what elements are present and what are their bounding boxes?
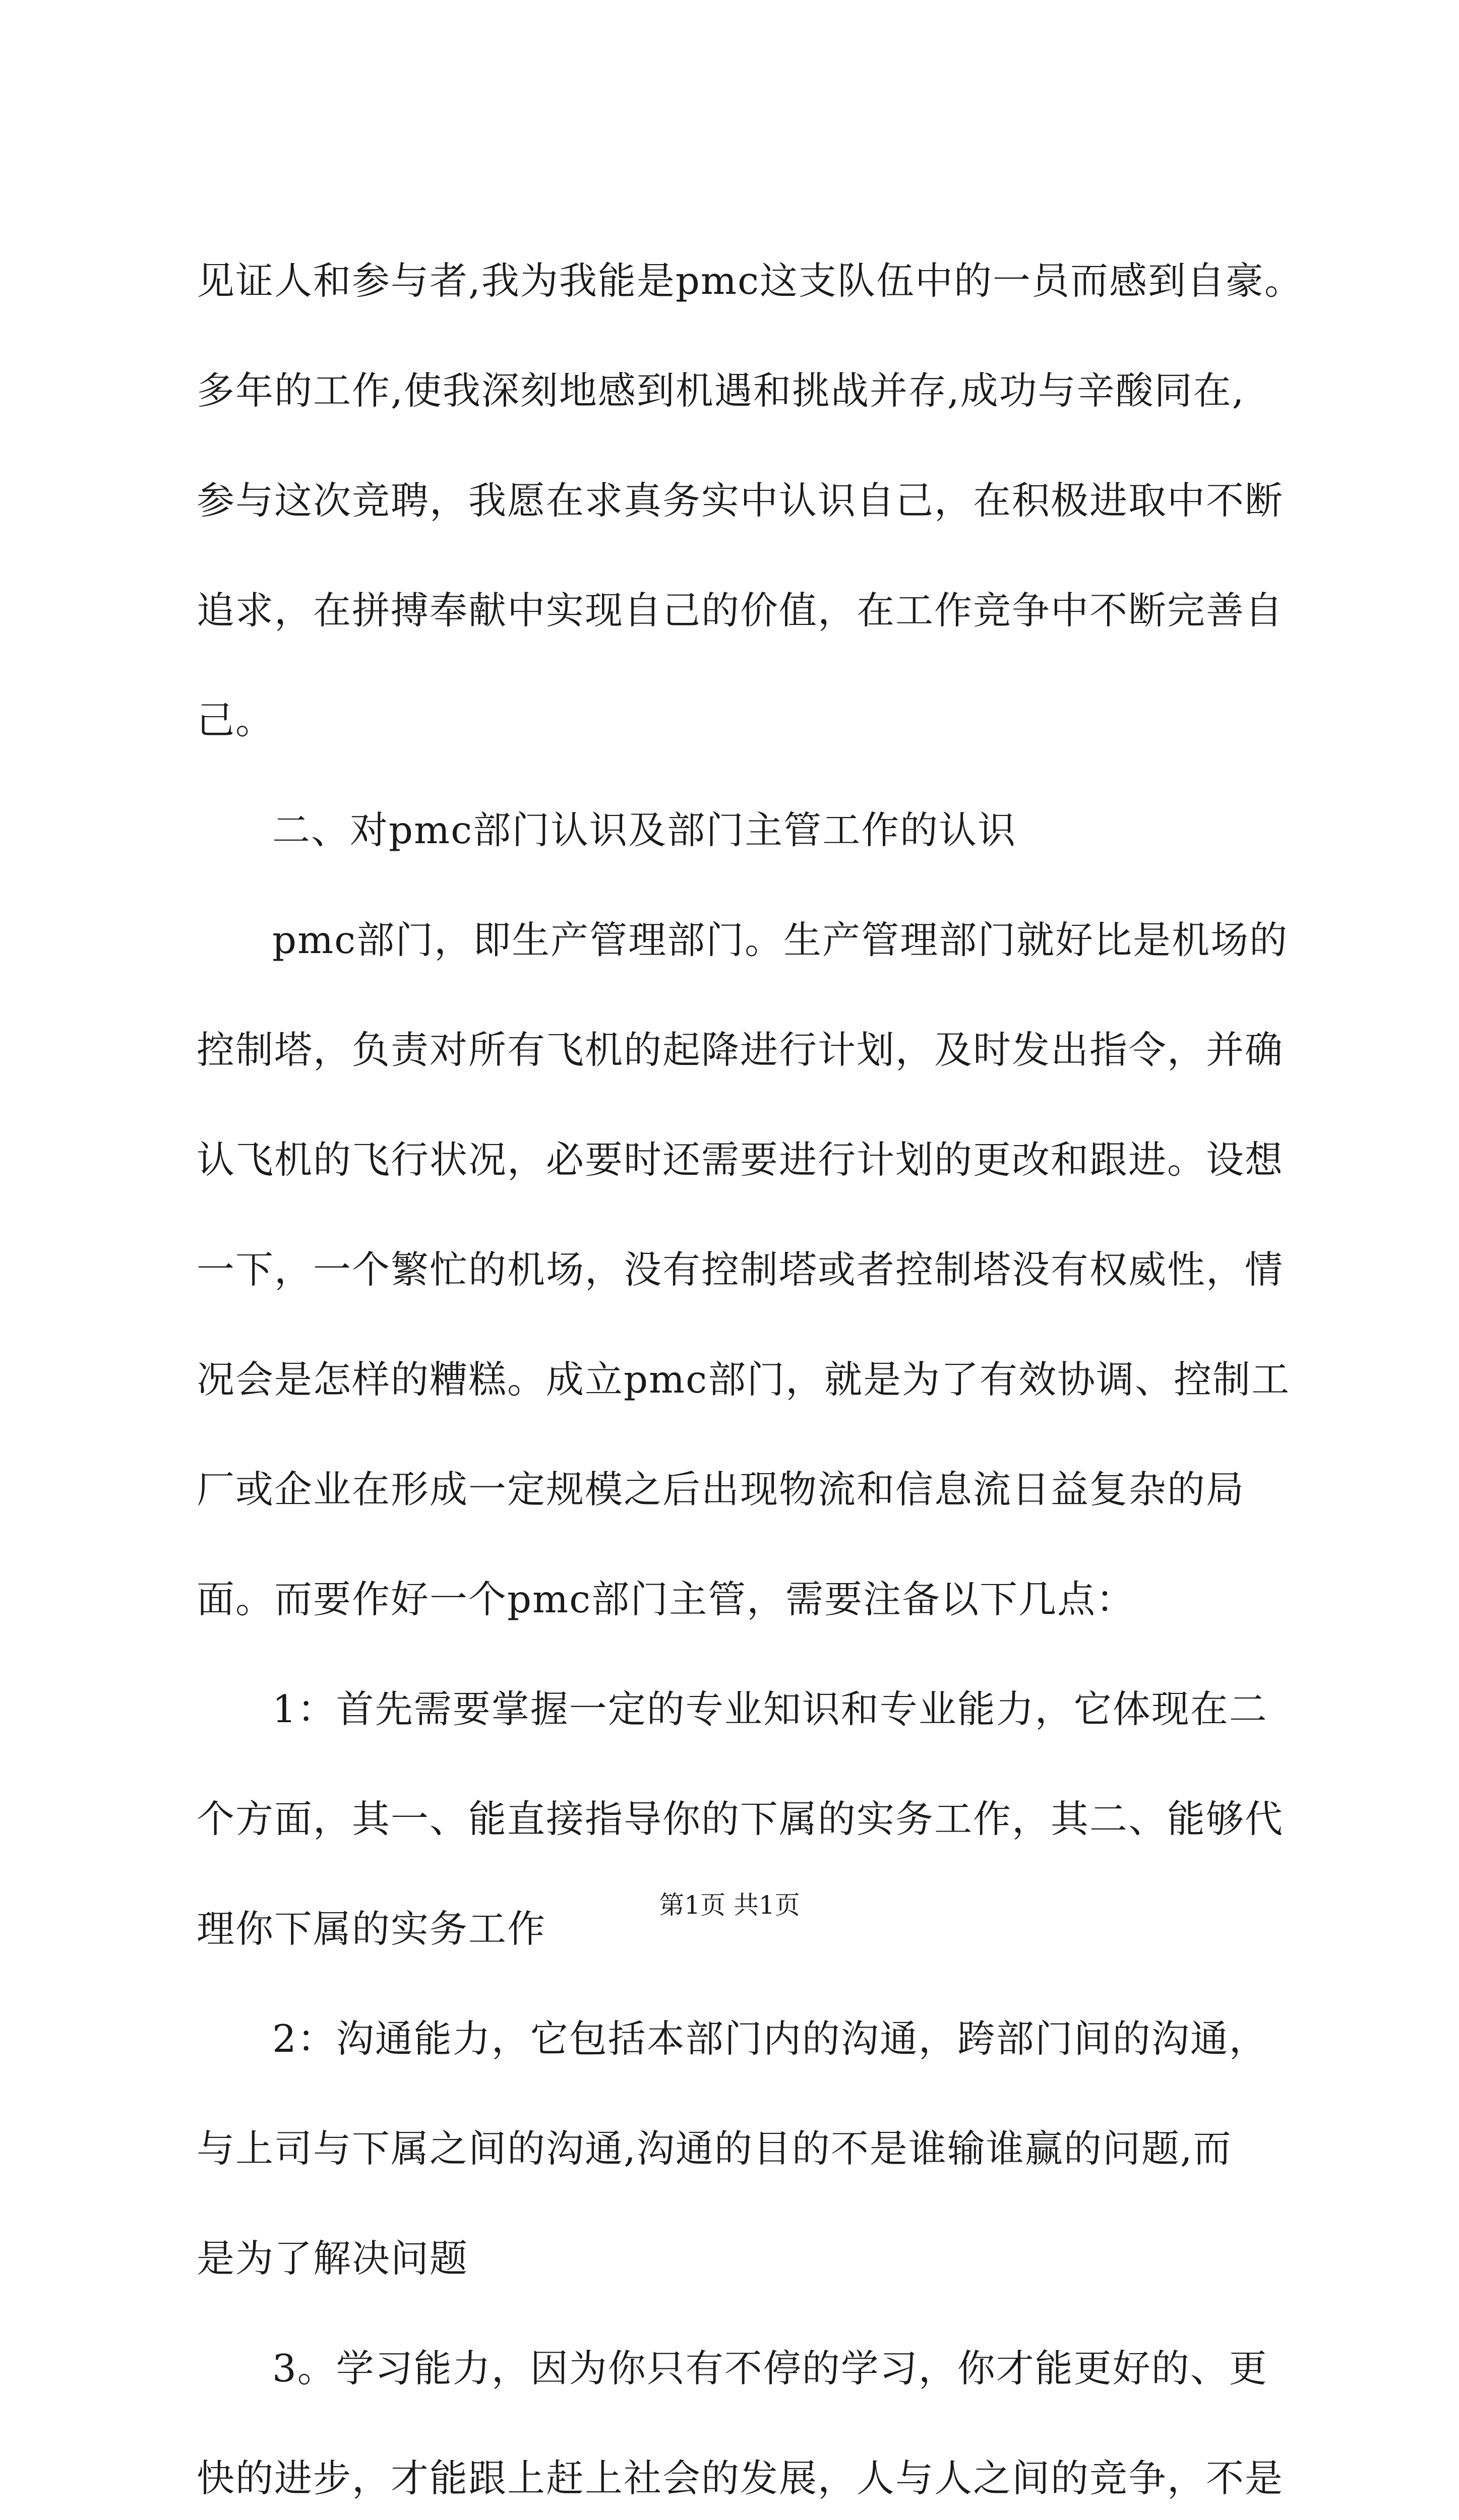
text-line: 况会是怎样的糟糕。成立pmc部门，就是为了有效协调、控制工 [197, 1357, 1291, 1402]
text-line: 厂或企业在形成一定规模之后出现物流和信息流日益复杂的局 [197, 1467, 1245, 1511]
text-line: 快的进步，才能跟上赶上社会的发展，人与人之间的竞争，不是 [197, 2456, 1284, 2500]
section-heading: 二、对pmc部门认识及部门主管工作的认识 [272, 808, 1017, 852]
list-item-1: 1：首先需要掌握一定的专业知识和专业能力，它体现在二 [272, 1687, 1268, 1731]
text-line: 与上司与下属之间的沟通,沟通的目的不是谁输谁赢的问题,而 [197, 2126, 1232, 2171]
list-item-3: 3。学习能力，因为你只有不停的学习，你才能更好的、更 [272, 2346, 1268, 2390]
paragraph-start: pmc部门，即生产管理部门。生产管理部门就好比是机场的 [272, 918, 1289, 962]
text-line: 理你下属的实务工作 [197, 1907, 546, 1951]
list-item-2: 2：沟通能力，它包括本部门内的沟通，跨部门间的沟通， [272, 2017, 1268, 2061]
document-body [197, 226, 1303, 2520]
text-line: 认飞机的飞行状况，必要时还需要进行计划的更改和跟进。设想 [197, 1138, 1284, 1182]
text-line: 追求，在拼搏奉献中实现自己的价值，在工作竞争中不断完善自 [197, 588, 1284, 633]
text-line: 一下，一个繁忙的机场，没有控制塔或者控制塔没有权威性，情 [197, 1247, 1284, 1292]
text-line: 见证人和参与者,我为我能是pmc这支队伍中的一员而感到自豪。 [197, 259, 1303, 303]
text-line: 面。而要作好一个pmc部门主管，需要注备以下几点： [197, 1577, 1135, 1621]
page-number-footer: 第1页 共1页 [659, 1891, 800, 1920]
text-line: 控制塔，负责对所有飞机的起降进行计划，及时发出指令，并确 [197, 1028, 1284, 1072]
text-line: 己。 [197, 698, 275, 742]
text-line: 参与这次竞聘，我愿在求真务实中认识自己，在积极进取中不断 [197, 478, 1284, 523]
text-line: 多年的工作,使我深刻地感到机遇和挑战并存,成功与辛酸同在, [197, 368, 1245, 413]
text-line: 是为了解决问题 [197, 2236, 469, 2281]
text-line: 个方面，其一、能直接指导你的下属的实务工作，其二、能够代 [197, 1797, 1284, 1841]
